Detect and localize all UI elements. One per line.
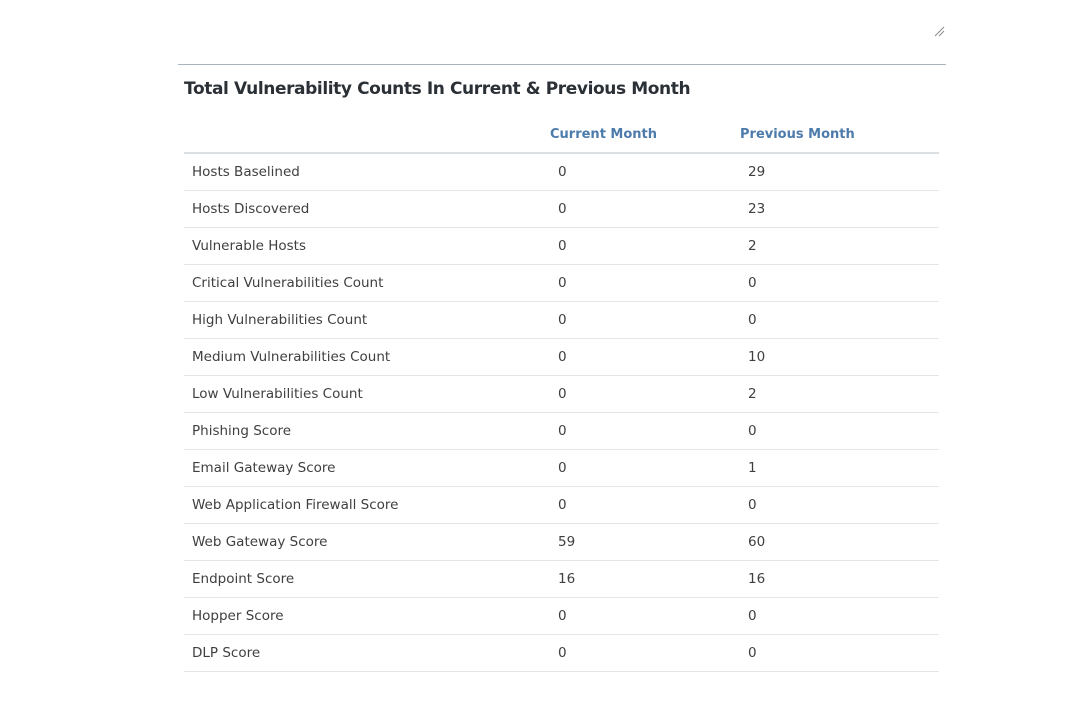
current-month-value: 0 (550, 228, 740, 265)
table-row (184, 635, 939, 672)
table-row (184, 598, 939, 635)
current-month-value: 0 (550, 153, 740, 191)
previous-month-value: 29 (740, 153, 939, 191)
table-row (184, 153, 939, 191)
previous-month-value: 0 (740, 598, 939, 635)
previous-month-value: 16 (740, 561, 939, 598)
notes-textarea[interactable] (178, 0, 950, 39)
column-header-current-month: Current Month (550, 116, 740, 153)
table-row (184, 561, 939, 598)
row-label: High Vulnerabilities Count (184, 302, 550, 339)
previous-month-value: 0 (740, 635, 939, 672)
current-month-value: 0 (550, 413, 740, 450)
table-row (184, 376, 939, 413)
current-month-value: 0 (550, 191, 740, 228)
row-label: Critical Vulnerabilities Count (184, 265, 550, 302)
current-month-value: 0 (550, 302, 740, 339)
current-month-value: 0 (550, 635, 740, 672)
current-month-value: 59 (550, 524, 740, 561)
table-row (184, 228, 939, 265)
previous-month-value: 10 (740, 339, 939, 376)
row-label: Medium Vulnerabilities Count (184, 339, 550, 376)
previous-month-value: 0 (740, 265, 939, 302)
previous-month-value: 0 (740, 413, 939, 450)
current-month-value: 16 (550, 561, 740, 598)
table-row (184, 191, 939, 228)
previous-month-value: 1 (740, 450, 939, 487)
previous-month-value: 2 (740, 376, 939, 413)
resize-grip-icon[interactable] (933, 24, 945, 36)
previous-month-value: 0 (740, 487, 939, 524)
row-label: DLP Score (184, 635, 550, 672)
row-label: Web Application Firewall Score (184, 487, 550, 524)
column-header-metric (184, 116, 550, 153)
row-label: Hosts Baselined (184, 153, 550, 191)
table-row (184, 450, 939, 487)
column-header-previous-month: Previous Month (740, 116, 939, 153)
table-row (184, 487, 939, 524)
row-label: Hosts Discovered (184, 191, 550, 228)
next-section-stub (184, 694, 284, 701)
current-month-value: 0 (550, 450, 740, 487)
table-row (184, 302, 939, 339)
previous-month-value: 23 (740, 191, 939, 228)
row-label: Vulnerable Hosts (184, 228, 550, 265)
previous-month-value: 0 (740, 302, 939, 339)
section-divider (178, 64, 946, 65)
row-label: Web Gateway Score (184, 524, 550, 561)
table-row (184, 413, 939, 450)
row-label: Hopper Score (184, 598, 550, 635)
current-month-value: 0 (550, 487, 740, 524)
table-header-row (184, 116, 939, 153)
vulnerability-counts-table (184, 116, 939, 672)
row-label: Low Vulnerabilities Count (184, 376, 550, 413)
section-title: Total Vulnerability Counts In Current & Previous Month (184, 79, 691, 99)
table-row (184, 524, 939, 561)
row-label: Email Gateway Score (184, 450, 550, 487)
row-label: Phishing Score (184, 413, 550, 450)
current-month-value: 0 (550, 339, 740, 376)
previous-month-value: 2 (740, 228, 939, 265)
table-row (184, 265, 939, 302)
table-row (184, 339, 939, 376)
current-month-value: 0 (550, 265, 740, 302)
previous-month-value: 60 (740, 524, 939, 561)
current-month-value: 0 (550, 598, 740, 635)
row-label: Endpoint Score (184, 561, 550, 598)
current-month-value: 0 (550, 376, 740, 413)
